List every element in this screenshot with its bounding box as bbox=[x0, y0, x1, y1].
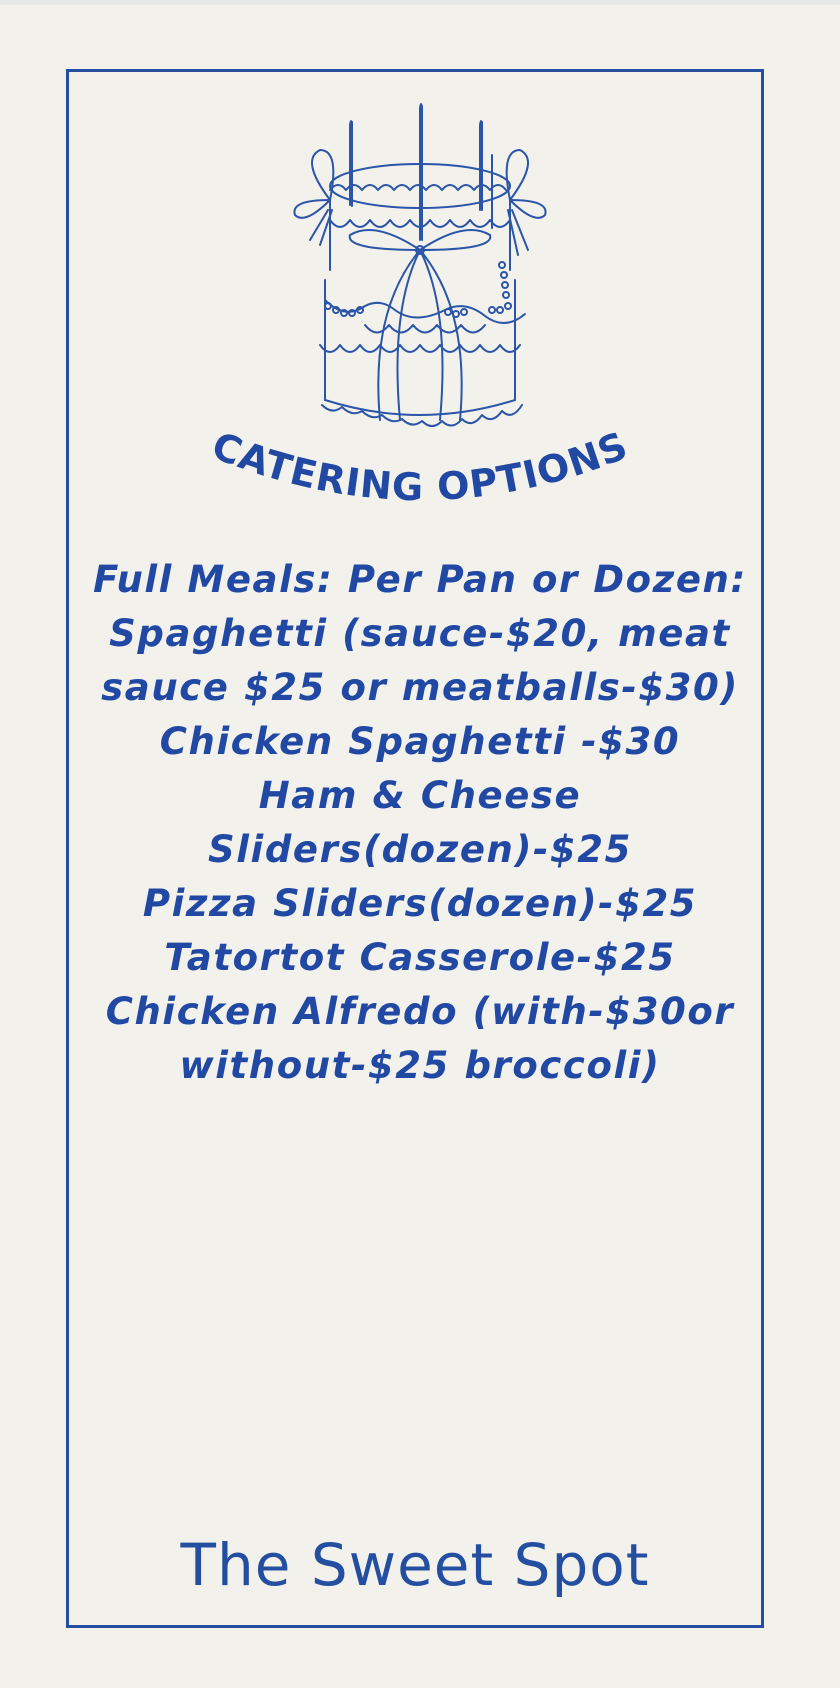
menu-line: Chicken Spaghetti -$30 bbox=[159, 720, 681, 763]
menu-line: Sliders(dozen)-$25 bbox=[208, 828, 632, 871]
business-name: The Sweet Spot bbox=[180, 1531, 650, 1599]
menu-line: Pizza Sliders(dozen)-$25 bbox=[142, 882, 698, 925]
menu-list bbox=[70, 553, 770, 1093]
top-strip bbox=[0, 0, 840, 5]
menu-line: sauce $25 or meatballs-$30) bbox=[101, 666, 739, 709]
menu-line: Spaghetti (sauce-$20, meat bbox=[109, 612, 731, 655]
menu-line: Full Meals: Per Pan or Dozen: bbox=[93, 558, 747, 601]
menu-line: without-$25 broccoli) bbox=[179, 1044, 661, 1087]
menu-line: Tatortot Casserole-$25 bbox=[164, 936, 676, 979]
catering-options-title: CATERING OPTIONS bbox=[205, 423, 635, 510]
svg-text:CATERING OPTIONS bbox=[206, 423, 634, 509]
menu-line: Ham & Cheese bbox=[258, 774, 582, 817]
curved-title bbox=[180, 420, 660, 540]
cake-illustration bbox=[270, 100, 570, 440]
menu-line: Chicken Alfredo (with-$30or bbox=[105, 990, 735, 1033]
